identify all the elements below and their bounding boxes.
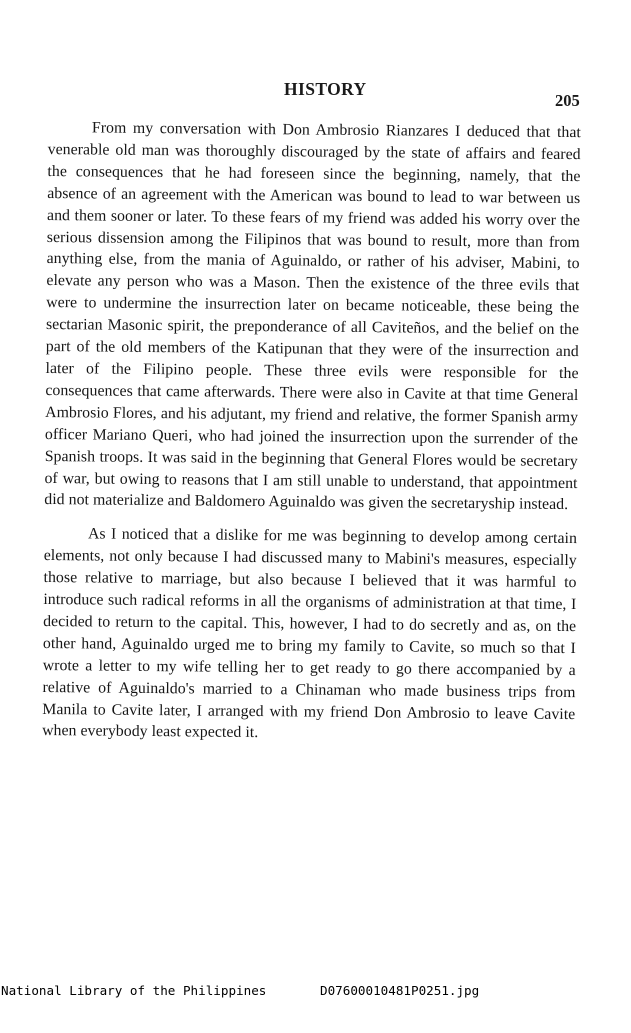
paragraph-2: As I noticed that a dislike for me was beginning to develop among certain elements, not only because I had discussed many to Mabini's measures, especially those relative to marriage, but also because I believed that it was harmful to introduce such radical reforms in all the organisms of administration at that time, I decided to return to the capital. This, however, I had to do secretly and as, on the other hand, Aguinaldo urged me to bring my family to Cavite, so much so that I wrote a letter to my wife telling her to get ready to go there accompanied by a relative of Aguinaldo's married to a Chinaman who made business trips from Manila to Cavite later, I arranged with my friend Don Ambrosio to leave Cavite when everybody least expected it. [42,525,578,742]
running-head [0,79,631,110]
page-number: 205 [555,91,580,110]
body-text [42,117,581,747]
image-filename: D07600010481P0251.jpg [320,983,480,998]
scan-footer [0,982,631,999]
library-credit: National Library of the Philippines [1,983,267,998]
running-title: HISTORY [284,79,367,99]
paragraph-1: From my conversation with Don Ambrosio Rianzares I deduced that that venerable old man was thoroughly discouraged by the state of affairs and feared the consequences that he had foreseen since the beginning, namely, that the absence of an agreement with the American was bound to lead to war between us and them sooner or later. To these fears of my friend was added his worry over the serious dissension among the Filipinos that was bound to result, more than from anything else, from the mania of Aguinaldo, or rather of his adviser, Mabini, to elevate any person who was a Mason. Then the existence of the three evils that were to undermine the insurrection later on became noticeable, these being the sectarian Masonic spirit, the preponderance of all Caviteños, and the belief on the part of the old members of the Katipunan that they were of the insurrection and later of the Filipino people. These three evils were responsible for the consequences that came afterwards. There were also in Cavite at that time General Ambrosio Flores, and his adjutant, my friend and relative, the former Spanish army officer Mariano Queri, who had joined the insurrection upon the surrender of the Spanish troops. It was said in the beginning that General Flores would be secretary of war, but owing to reasons that I am still unable to understand, that appointment did not materialize and Baldomero Aguinaldo was given the secretaryship instead. [44,119,581,514]
